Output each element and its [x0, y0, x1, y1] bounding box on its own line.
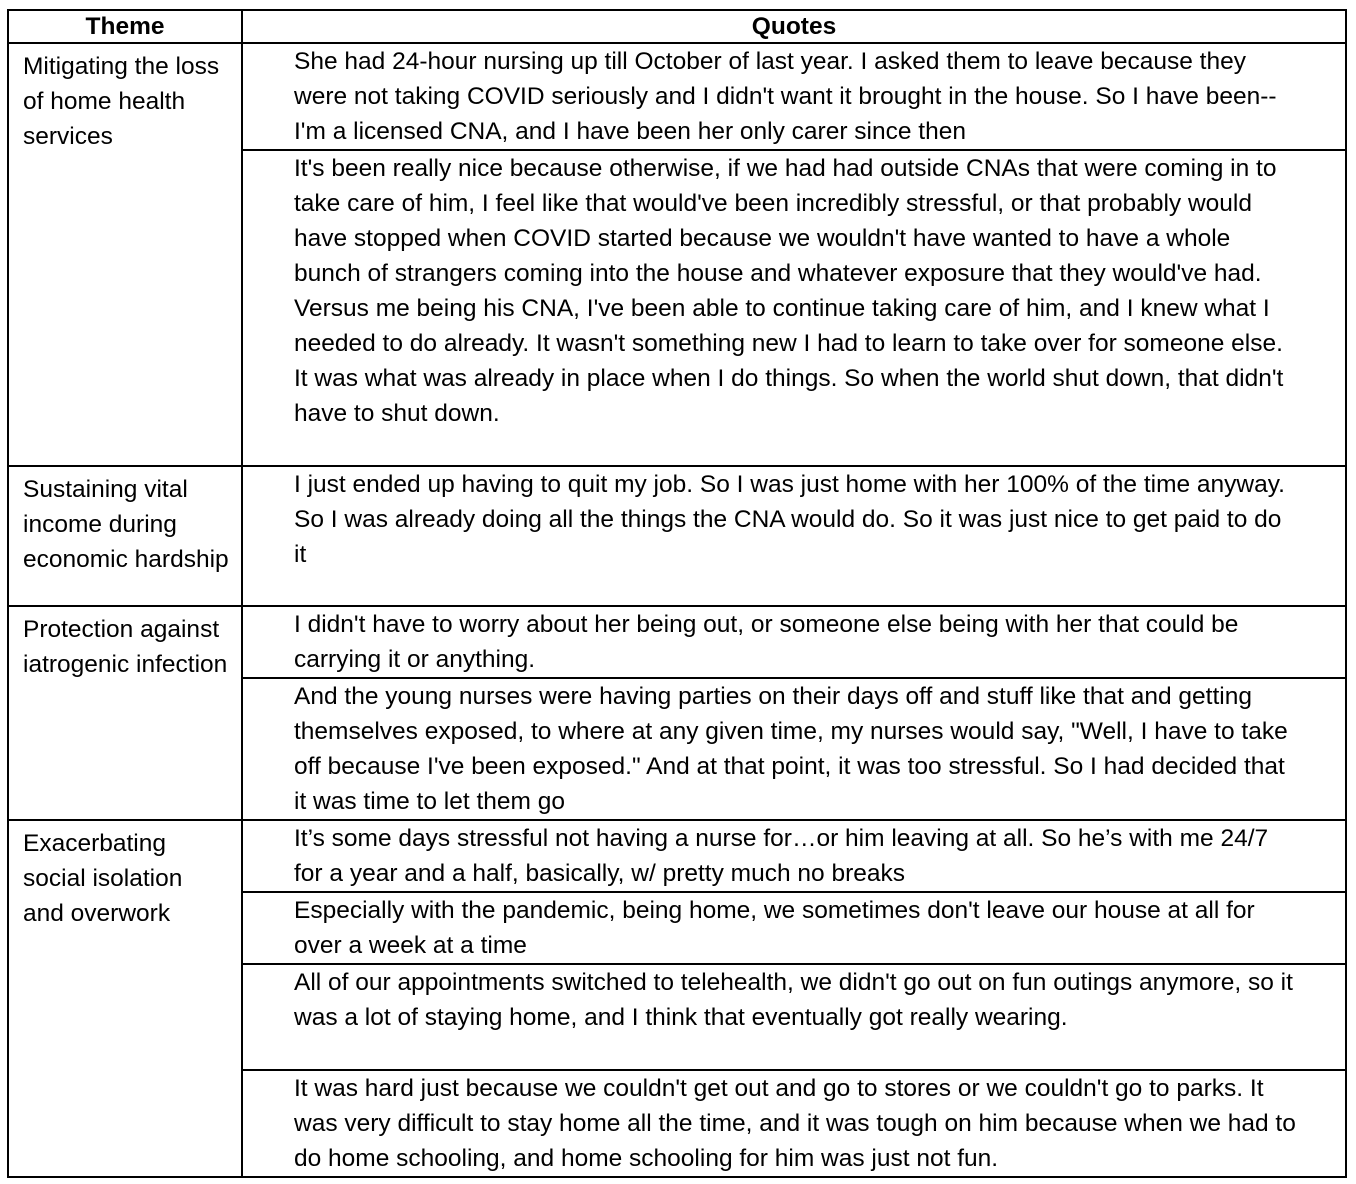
quote-cell	[242, 820, 1346, 892]
quote-cell	[242, 43, 1346, 150]
theme-cell	[8, 43, 242, 466]
quote-cell	[242, 892, 1346, 964]
quote-text: And the young nurses were having parties on their days off and stuff like that and getting themselves exposed, to where at any given time, my nurses would say, "Well, I have to take off because I've been exposed." And at that point, it was too stressful. So I had decided that it was time to let them go	[294, 683, 1288, 815]
quote-cell	[242, 678, 1346, 820]
theme-cell	[8, 606, 242, 820]
theme-column-header: Theme	[8, 10, 242, 43]
quote-cell	[242, 964, 1346, 1070]
quote-text: It's been really nice because otherwise, if we had had outside CNAs that were coming in to take care of him, I feel like that would've been incredibly stressful, or that probably would have stopped when COVID started because we wouldn't have wanted to have a whole bunch of strangers coming into the house and whatever exposure that they would've had. Versus me being his CNA, I've been able to continue taking care of him, and I knew what I needed to do already. It wasn't something new I had to learn to take over for someone else. It was what was already in place when I do things. So when the world shut down, that didn't have to shut down.	[294, 155, 1284, 427]
quote-text: All of our appointments switched to telehealth, we didn't go out on fun outings anymore, so it was a lot of staying home, and I think that eventually got really wearing.	[294, 969, 1293, 1031]
quote-text: It’s some days stressful not having a nurse for…or him leaving at all. So he’s with me 24/7 for a year and a half, basically, w/ pretty much no breaks	[294, 825, 1269, 887]
table-row	[8, 606, 1346, 678]
table-row	[8, 466, 1346, 606]
quotes-column-header: Quotes	[242, 10, 1346, 43]
quote-cell	[242, 150, 1346, 466]
table-row	[8, 820, 1346, 892]
quote-text: It was hard just because we couldn't get out and go to stores or we couldn't go to parks. It was very difficult to stay home all the time, and it was tough on him because when we had to do home schooling, and home schooling for him was just not fun.	[294, 1075, 1296, 1172]
theme-cell	[8, 820, 242, 1177]
quote-cell	[242, 606, 1346, 678]
quote-text: She had 24-hour nursing up till October of last year. I asked them to leave because they were not taking COVID seriously and I didn't want it brought in the house. So I have been-- I'm a licensed CNA, and I have been her only carer since then	[294, 48, 1277, 145]
theme-label: Mitigating the loss of home health services	[23, 53, 220, 150]
quote-cell	[242, 1070, 1346, 1177]
theme-label: Protection against iatrogenic infection	[23, 616, 228, 678]
quote-text: I didn't have to worry about her being out, or someone else being with her that could be carrying it or anything.	[294, 611, 1239, 673]
quote-cell	[242, 466, 1346, 606]
quote-text: Especially with the pandemic, being home, we sometimes don't leave our house at all for over a week at a time	[294, 897, 1255, 959]
theme-label: Exacerbating social isolation and overwork	[23, 830, 183, 927]
header-row	[8, 10, 1346, 43]
theme-cell	[8, 466, 242, 606]
table-row	[8, 43, 1346, 150]
theme-label: Sustaining vital income during economic hardship	[23, 476, 229, 573]
quote-text: I just ended up having to quit my job. So I was just home with her 100% of the time anyway. So I was already doing all the things the CNA would do. So it was just nice to get paid to do it	[294, 471, 1285, 568]
themes-quotes-table	[7, 9, 1347, 1178]
